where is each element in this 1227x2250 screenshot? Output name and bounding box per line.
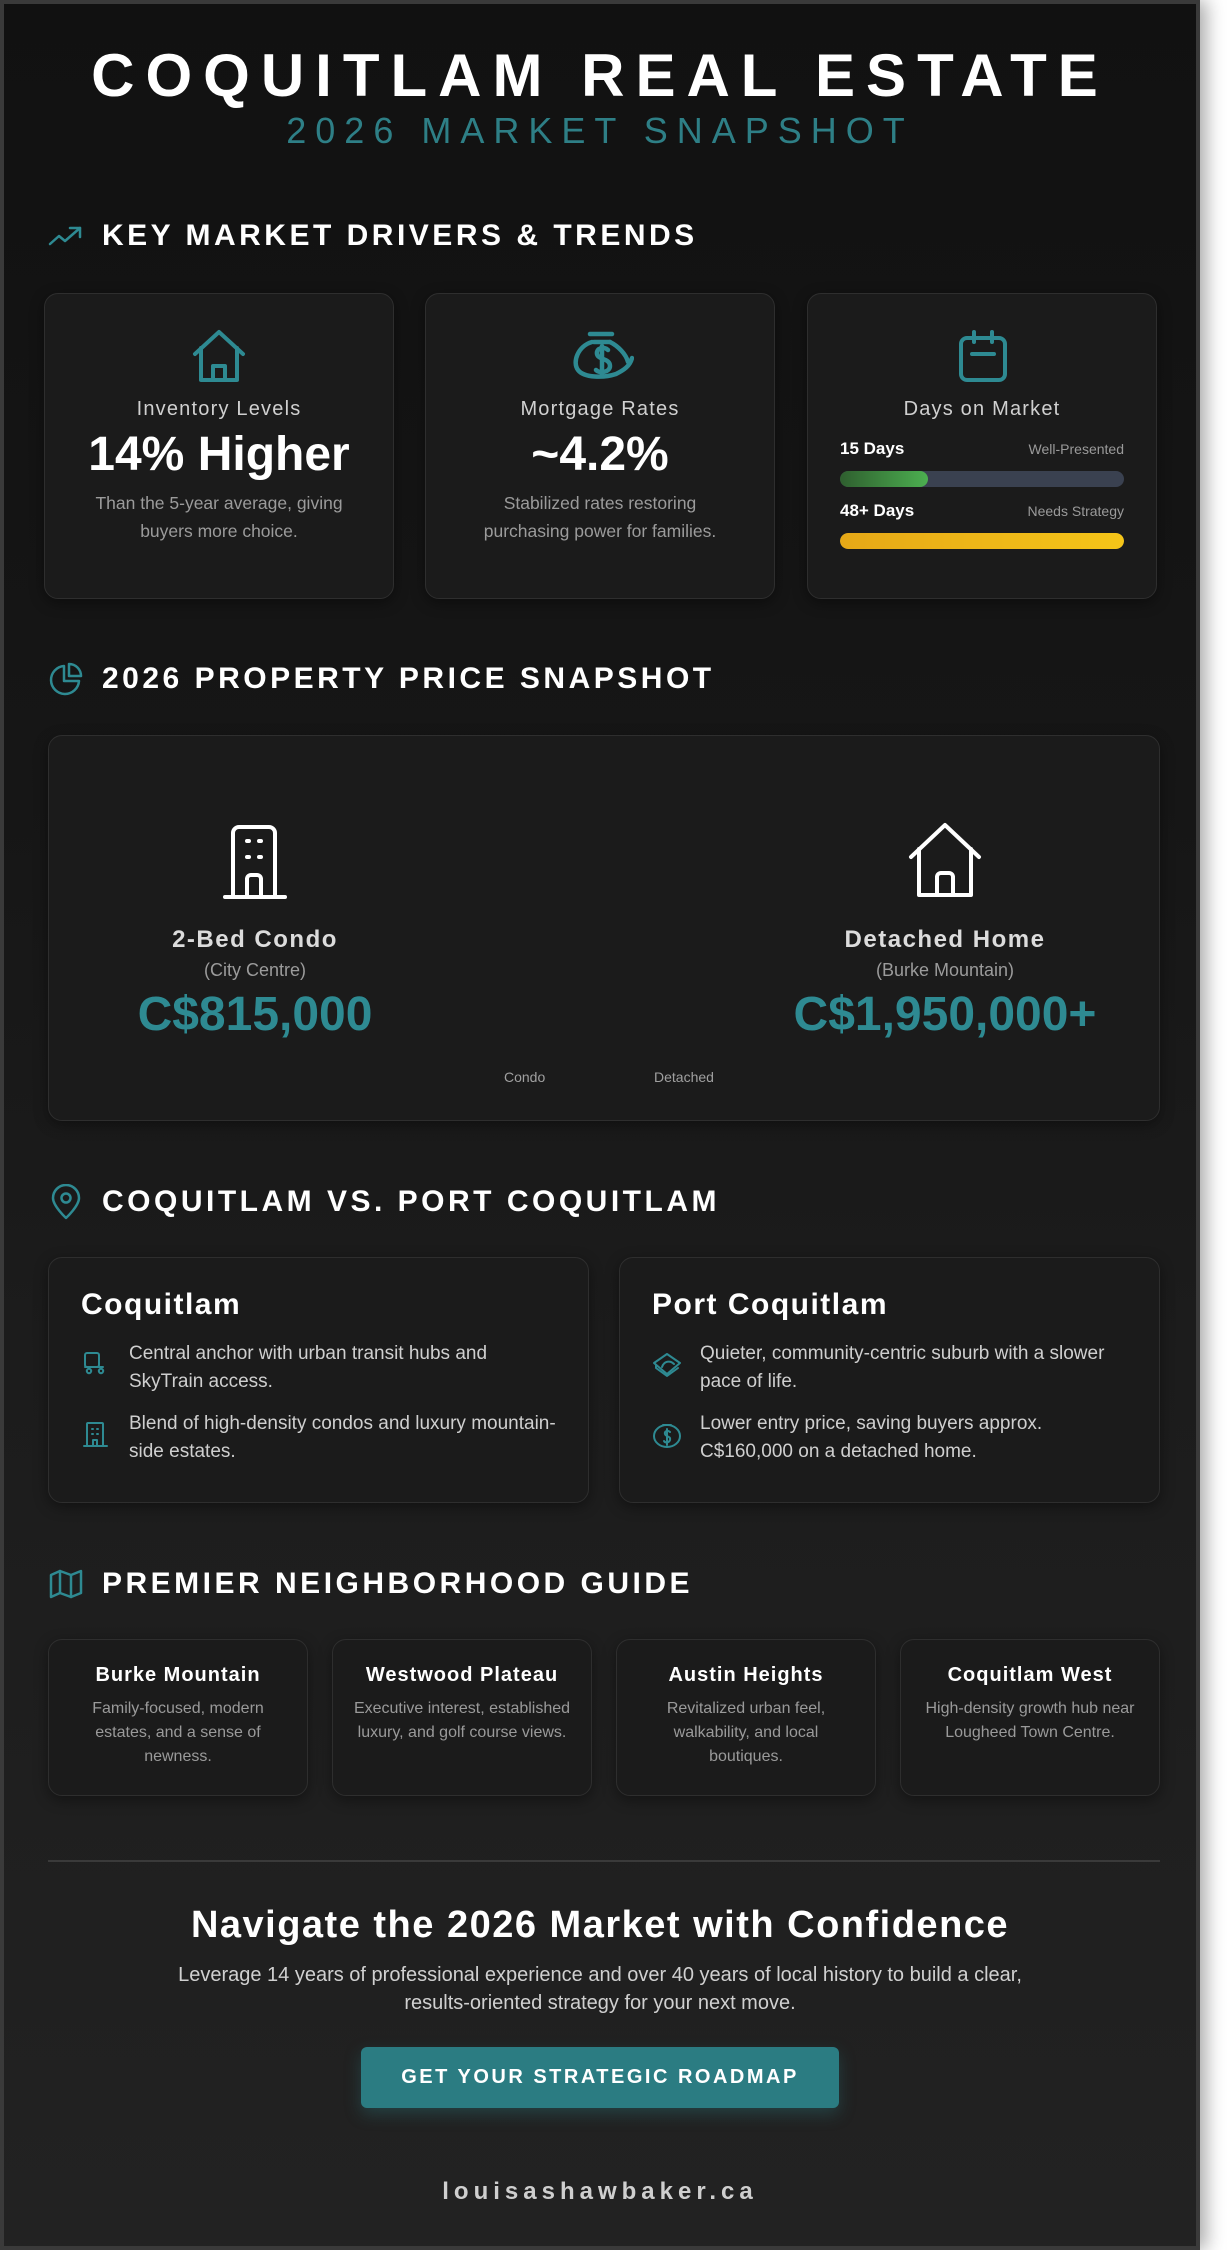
get-roadmap-button[interactable]: GET YOUR STRATEGIC ROADMAP (361, 2047, 839, 2108)
compare-item-text: Blend of high-density condos and luxury mountain-side estates. (129, 1413, 556, 1462)
price-detached (765, 821, 1125, 1042)
neighborhood-name: Burke Mountain (95, 1664, 261, 1686)
house-icon (189, 328, 249, 388)
section-title: COQUITLAM VS. PORT COQUITLAM (102, 1185, 720, 1218)
home-heart-icon (652, 1350, 682, 1380)
building-icon (215, 821, 295, 901)
compare-item (652, 1340, 1127, 1396)
property-price: C$1,950,000+ (793, 988, 1097, 1041)
bar-row-fast (840, 439, 1124, 459)
call-to-action (4, 1904, 1196, 2108)
chart-label-condo: Condo (504, 1069, 546, 1085)
neighborhood-card (48, 1639, 308, 1796)
compare-item (81, 1340, 556, 1396)
neighborhood-card (900, 1639, 1160, 1796)
section-title: 2026 PROPERTY PRICE SNAPSHOT (102, 662, 715, 695)
trending-up-icon (48, 218, 84, 254)
section-title: PREMIER NEIGHBORHOOD GUIDE (102, 1567, 694, 1600)
neighborhood-desc: High-density growth hub near Lougheed Town Centre. (925, 1700, 1135, 1741)
driver-label: Mortgage Rates (520, 398, 680, 420)
compare-item-text: Central anchor with urban transit hubs and SkyTrain access. (129, 1343, 488, 1392)
driver-card-mortgage (425, 293, 775, 599)
section-heading-prices (48, 661, 715, 697)
website-link[interactable]: louisashawbaker.ca (442, 2178, 758, 2205)
neighborhood-desc: Revitalized urban feel, walkability, and local boutiques. (666, 1700, 826, 1765)
pie-chart-icon (48, 661, 84, 697)
tram-icon (81, 1350, 111, 1380)
compare-item-text: Quieter, community-centric suburb with a slower pace of life. (700, 1343, 1105, 1392)
bar-value: 15 Days (840, 439, 905, 458)
neighborhood-card (332, 1639, 592, 1796)
map-icon (48, 1566, 84, 1602)
bar-tag: Well-Presented (1028, 441, 1124, 457)
property-price: C$815,000 (137, 988, 373, 1041)
progress-track (840, 533, 1124, 549)
compare-card-coquitlam (48, 1257, 589, 1503)
driver-card-inventory (44, 293, 394, 599)
price-condo (75, 821, 435, 1042)
property-name: 2-Bed Condo (172, 926, 338, 953)
compare-item (652, 1410, 1127, 1466)
cta-title: Navigate the 2026 Market with Confidence (190, 1904, 1010, 1946)
divider (48, 1860, 1160, 1862)
driver-value: ~4.2% (531, 428, 669, 481)
driver-value: 14% Higher (88, 428, 350, 481)
neighborhood-desc: Executive interest, established luxury, and golf course views. (353, 1700, 571, 1741)
progress-track (840, 471, 1124, 487)
map-pin-icon (48, 1184, 84, 1220)
neighborhood-desc: Family-focused, modern estates, and a sense of newness. (92, 1700, 264, 1765)
property-name: Detached Home (844, 926, 1046, 953)
driver-desc: Stabilized rates restoring purchasing power for families. (483, 493, 717, 541)
compare-city-name: Port Coquitlam (652, 1288, 888, 1321)
neighborhood-name: Austin Heights (668, 1664, 824, 1686)
compare-item-text: Lower entry price, saving buyers approx. C$160,000 on a detached home. (700, 1413, 1043, 1462)
page-title: COQUITLAM REAL ESTATE (91, 42, 1109, 109)
section-heading-neighborhoods (48, 1566, 693, 1602)
progress-fill-green (840, 471, 928, 487)
chart-label-detached: Detached (654, 1069, 714, 1085)
price-snapshot-card (48, 735, 1160, 1121)
calendar-icon (952, 328, 1012, 388)
compare-item (81, 1410, 556, 1466)
property-location: (City Centre) (203, 960, 306, 980)
driver-label: Days on Market (903, 398, 1061, 420)
bar-value: 48+ Days (840, 501, 915, 520)
money-bag-icon (570, 328, 630, 388)
page-subtitle: 2026 MARKET SNAPSHOT (286, 110, 914, 151)
neighborhood-card (616, 1639, 876, 1796)
compare-card-port-coquitlam (619, 1257, 1160, 1503)
progress-fill-yellow (840, 533, 1124, 549)
driver-desc: Than the 5-year average, giving buyers more choice. (95, 493, 343, 541)
section-title: KEY MARKET DRIVERS & TRENDS (102, 219, 698, 252)
property-location: (Burke Mountain) (875, 960, 1015, 980)
house-icon (905, 821, 985, 901)
building-icon (81, 1420, 111, 1450)
bar-row-slow (840, 501, 1124, 521)
neighborhood-name: Westwood Plateau (365, 1664, 559, 1686)
driver-card-days-on-market (807, 293, 1157, 599)
compare-city-name: Coquitlam (81, 1288, 242, 1321)
days-on-market-bars (808, 439, 1156, 549)
section-heading-drivers (48, 218, 698, 254)
driver-label: Inventory Levels (136, 398, 302, 420)
hero-header (4, 4, 1196, 152)
neighborhood-name: Coquitlam West (947, 1664, 1113, 1686)
cta-text: Leverage 14 years of professional experience and over 40 years of local history to build a clear, results-oriented strategy for your next move. (178, 1964, 1022, 2014)
section-heading-compare (48, 1184, 720, 1220)
bar-tag: Needs Strategy (1027, 503, 1124, 519)
money-bag-icon (652, 1420, 682, 1450)
